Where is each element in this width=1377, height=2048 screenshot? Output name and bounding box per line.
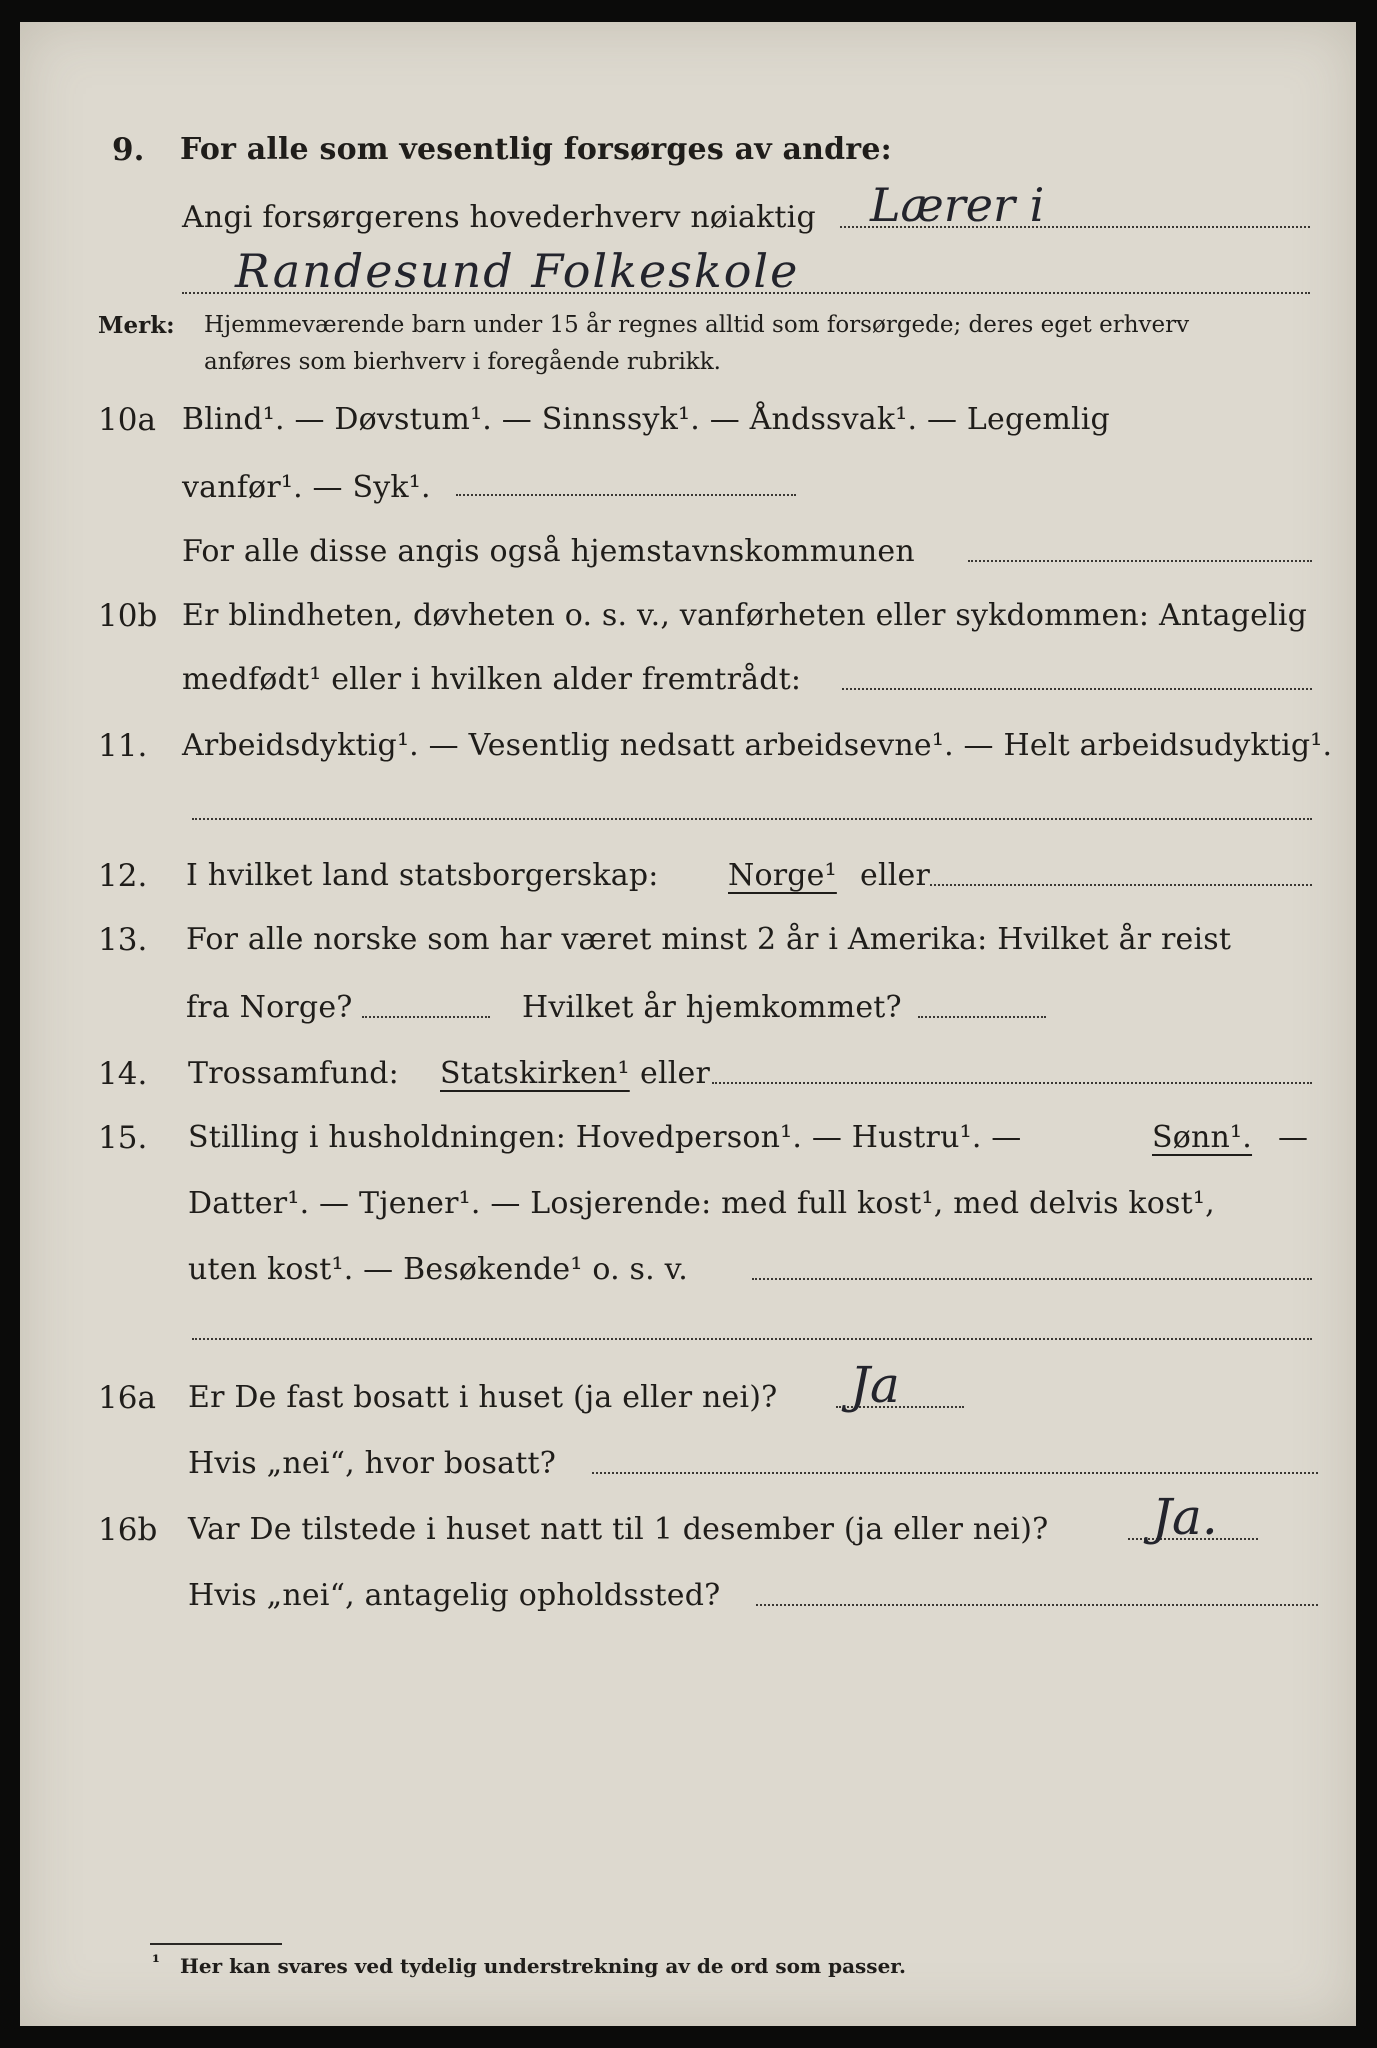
footnote-mark: ¹ (152, 1952, 160, 1973)
q10a-line-2: vanfør¹. — Syk¹. (182, 470, 431, 505)
q11-answer-line (192, 818, 1312, 820)
q10a-number: 10a (98, 402, 156, 438)
q14-text: Trossamfund: (188, 1056, 399, 1091)
q13-line-2a: fra Norge? (186, 990, 353, 1025)
q9-handwritten-answer-1: Lærer i (870, 178, 1045, 232)
q13-number: 13. (98, 922, 148, 958)
merk-line-1: Hjemmeværende barn under 15 år regnes alltid som forsørgede; deres eget erhverv (204, 312, 1190, 338)
footnote-rule (150, 1943, 282, 1945)
q9-number: 9. (112, 132, 145, 168)
q12-number: 12. (98, 858, 148, 894)
q12-answer-line (930, 884, 1312, 886)
q16b-answer-line-2 (756, 1604, 1318, 1606)
q11-line-1: Arbeidsdyktig¹. — Vesentlig nedsatt arbeidsevne¹. — Helt arbeidsudyktig¹. (182, 728, 1333, 763)
q16b-handwritten-answer: Ja. (1152, 1488, 1218, 1546)
q15-answer-line-2 (192, 1338, 1312, 1340)
q10a-line-3: For alle disse angis også hjemstavnskommunen (182, 534, 915, 569)
q10a-line-1: Blind¹. — Døvstum¹. — Sinnssyk¹. — Åndssvak¹. — Legemlig (182, 402, 1110, 437)
q16b-line-2: Hvis „nei“, antagelig opholdssted? (188, 1578, 721, 1613)
q15-line-1-dash: — (1278, 1120, 1309, 1155)
q9-title: For alle som vesentlig forsørges av andre: (180, 132, 892, 167)
q15-line-2: Datter¹. — Tjener¹. — Losjerende: med full kost¹, med delvis kost¹, (188, 1186, 1215, 1221)
q16a-number: 16a (98, 1380, 156, 1416)
merk-line-2: anføres som bierhverv i foregående rubrikk. (204, 349, 721, 375)
q13-answer-line-1 (362, 1016, 490, 1018)
q9-prompt: Angi forsørgerens hovederhverv nøiaktig (182, 200, 816, 235)
q14-answer-line (712, 1082, 1312, 1084)
q12-text: I hvilket land statsborgerskap: (186, 858, 659, 893)
q16b-line-1: Var De tilstede i huset natt til 1 desember (ja eller nei)? (188, 1512, 1049, 1547)
q14-number: 14. (98, 1056, 148, 1092)
q15-number: 15. (98, 1120, 148, 1156)
q16a-line-1: Er De fast bosatt i huset (ja eller nei)? (188, 1380, 778, 1415)
q13-line-2b: Hvilket år hjemkommet? (522, 990, 902, 1025)
q16a-line-2: Hvis „nei“, hvor bosatt? (188, 1446, 557, 1481)
q10a-answer-line-2 (968, 560, 1312, 562)
q13-answer-line-2 (918, 1016, 1046, 1018)
q15-line-1: Stilling i husholdningen: Hovedperson¹. — Hustru¹. — (188, 1120, 1022, 1155)
q13-line-1: For alle norske som har været minst 2 år i Amerika: Hvilket år reist (186, 922, 1232, 957)
q12-eller: eller (860, 858, 931, 893)
q16a-handwritten-answer: Ja (850, 1356, 900, 1414)
q14-underlined-choice: Statskirken¹ (440, 1056, 630, 1091)
q9-handwritten-answer-2: Randesund Folkeskole (235, 244, 800, 298)
merk-label: Merk: (98, 312, 175, 339)
q14-eller: eller (640, 1056, 711, 1091)
footnote-text: Her kan svares ved tydelig understrekning av de ord som passer. (180, 1954, 906, 1978)
q10b-line-2: medfødt¹ eller i hvilken alder fremtrådt: (182, 662, 802, 697)
q15-line-3: uten kost¹. — Besøkende¹ o. s. v. (188, 1252, 688, 1287)
q15-underlined-choice: Sønn¹. (1152, 1120, 1253, 1155)
q10b-answer-line (842, 688, 1312, 690)
q16a-answer-line-2 (592, 1472, 1318, 1474)
q11-number: 11. (98, 728, 148, 764)
q10a-answer-line-1 (456, 494, 796, 496)
q10b-line-1: Er blindheten, døvheten o. s. v., vanførheten eller sykdommen: Antagelig (182, 598, 1308, 633)
q15-answer-line-1 (752, 1278, 1312, 1280)
q16b-number: 16b (98, 1512, 158, 1548)
q12-underlined-choice: Norge¹ (728, 858, 837, 893)
q10b-number: 10b (98, 598, 158, 634)
